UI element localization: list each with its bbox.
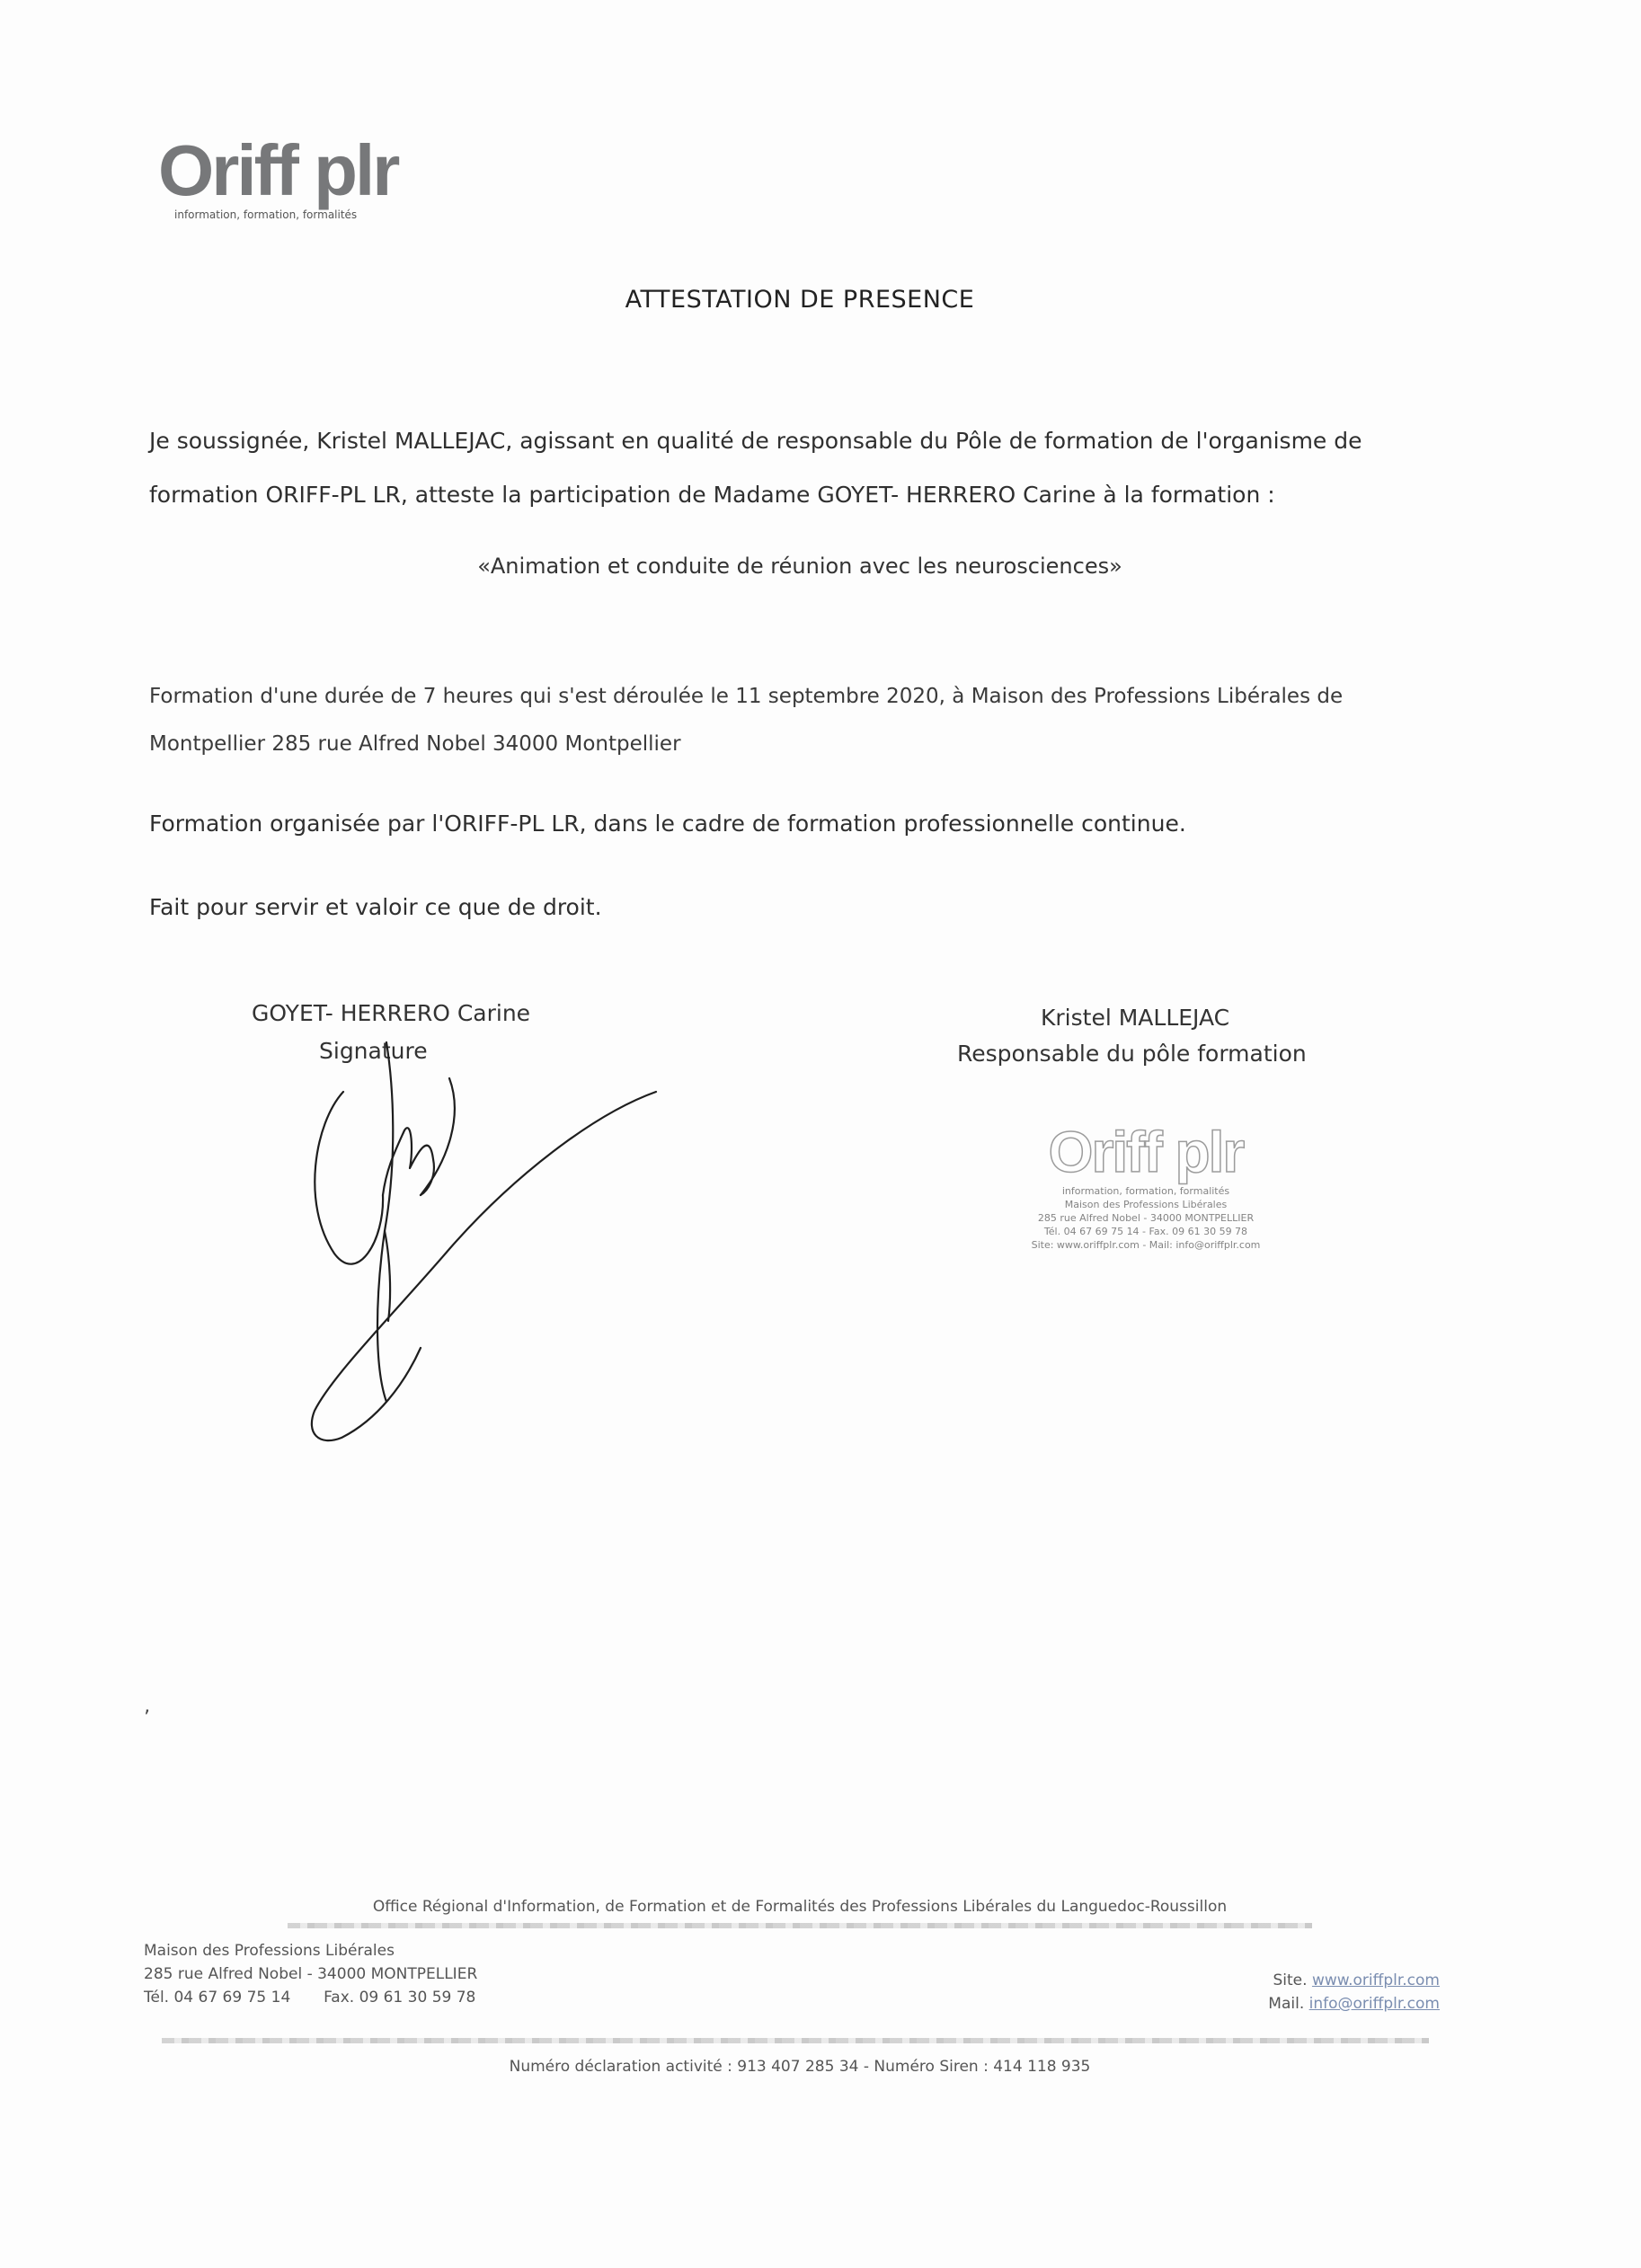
footer-phone-fax <box>144 1986 477 2009</box>
footer-divider-bottom <box>162 2038 1429 2043</box>
footer-mail-label: Mail. <box>1268 1995 1305 2013</box>
stamp-line-1: information, formation, formalités <box>1061 1185 1230 1197</box>
responsible-name: Kristel MALLEJAC <box>1041 1005 1230 1031</box>
organised-by: Formation organisée par l'ORIFF-PL LR, dans le cadre de formation professionnelle continue. <box>149 811 1186 837</box>
footer-address <box>144 1939 477 2009</box>
responsible-role: Responsable du pôle formation <box>957 1041 1307 1067</box>
logo-tagline: information, formation, formalités <box>174 208 358 221</box>
footer-registration: Numéro déclaration activité : 913 407 285 34 - Numéro Siren : 414 118 935 <box>509 2058 1091 2076</box>
stray-mark: ’ <box>144 1707 150 1730</box>
footer-address-line-2: 285 rue Alfred Nobel - 34000 MONTPELLIER <box>144 1965 478 1983</box>
closing-statement: Fait pour servir et valoir ce que de droit. <box>149 894 602 920</box>
stamp-logo: Oriff plr <box>1048 1120 1244 1184</box>
handwritten-signature <box>270 1024 701 1456</box>
participant-name: GOYET- HERRERO Carine <box>252 1000 531 1026</box>
body-line-1: Je soussignée, Kristel MALLEJAC, agissant en qualité de responsable du Pôle de formation de l'organisme de <box>149 428 1362 454</box>
footer-address-line-1: Maison des Professions Libérales <box>144 1942 395 1960</box>
duration-line-1: Formation d'une durée de 7 heures qui s'est déroulée le 11 septembre 2020, à Maison des Professions Libérales de <box>149 685 1344 708</box>
stamp-line-5: Site: www.oriffplr.com - Mail: info@oriffplr.com <box>1031 1239 1261 1251</box>
stamp-line-4: Tél. 04 67 69 75 14 - Fax. 09 61 30 59 78 <box>1043 1226 1248 1237</box>
body-line-2: formation ORIFF-PL LR, atteste la participation de Madame GOYET- HERRERO Carine à la formation : <box>149 482 1275 508</box>
participant-signature-label: Signature <box>319 1038 428 1064</box>
footer-site-link[interactable]: www.oriffplr.com <box>1311 1971 1440 1989</box>
footer-organization: Office Régional d'Information, de Formation et de Formalités des Professions Libérales du Languedoc-Roussillon <box>372 1898 1228 1916</box>
document-title: ATTESTATION DE PRESENCE <box>625 286 975 314</box>
footer-divider-top <box>288 1923 1312 1928</box>
stamp-line-2: Maison des Professions Libérales <box>1064 1199 1228 1210</box>
header-logo <box>158 130 398 221</box>
organization-stamp <box>984 1120 1308 1252</box>
logo-wordmark: Oriff plr <box>158 130 398 210</box>
footer-fax: Fax. 09 61 30 59 78 <box>324 1989 476 2007</box>
stamp-line-3: 285 rue Alfred Nobel - 34000 MONTPELLIER <box>1037 1212 1255 1224</box>
footer-phone: Tél. 04 67 69 75 14 <box>144 1989 291 2007</box>
duration-line-2: Montpellier 285 rue Alfred Nobel 34000 Montpellier <box>149 732 681 756</box>
footer-site-label: Site. <box>1273 1971 1308 1989</box>
footer-contact <box>1268 1969 1440 2016</box>
footer-mail-link[interactable]: info@oriffplr.com <box>1308 1995 1440 2013</box>
course-title: «Animation et conduite de réunion avec les neurosciences» <box>477 554 1122 579</box>
